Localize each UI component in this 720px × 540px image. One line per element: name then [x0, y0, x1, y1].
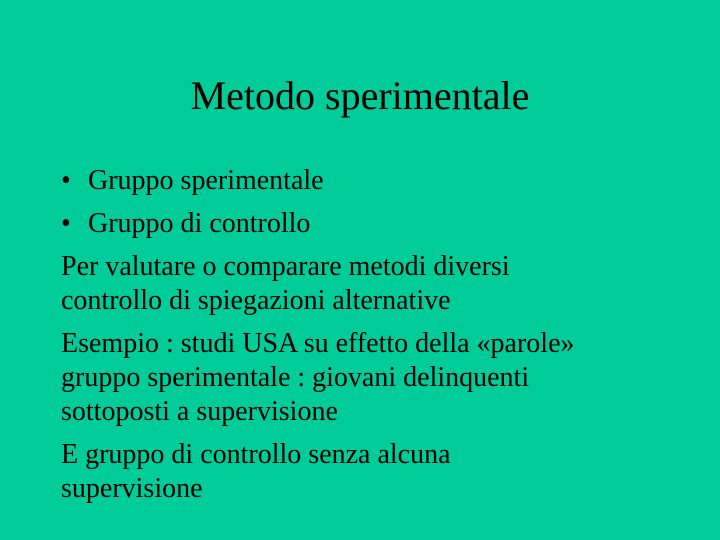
paragraph-line: controllo di spiegazioni alternative [61, 285, 451, 316]
bullet-icon: • [61, 165, 71, 196]
paragraph-line: E gruppo di controllo senza alcuna [61, 439, 451, 470]
paragraph-line: sottoposti a supervisione [61, 396, 338, 427]
bullet-item [61, 164, 711, 198]
paragraph [61, 250, 711, 318]
bullet-text: Gruppo di controllo [88, 208, 311, 239]
paragraph-line: supervisione [61, 473, 203, 504]
bullet-icon: • [61, 208, 71, 239]
paragraph-line: Esempio : studi USA su effetto della «parole» [61, 328, 575, 359]
paragraph-line: Per valutare o comparare metodi diversi [61, 251, 510, 282]
paragraph [61, 438, 711, 506]
paragraph-line: gruppo sperimentale : giovani delinquenti [61, 362, 530, 393]
bullet-item [61, 207, 711, 241]
slide-title: Metodo sperimentale [190, 73, 530, 118]
slide-body [61, 164, 711, 506]
paragraph [61, 327, 711, 429]
bullet-text: Gruppo sperimentale [88, 165, 324, 196]
